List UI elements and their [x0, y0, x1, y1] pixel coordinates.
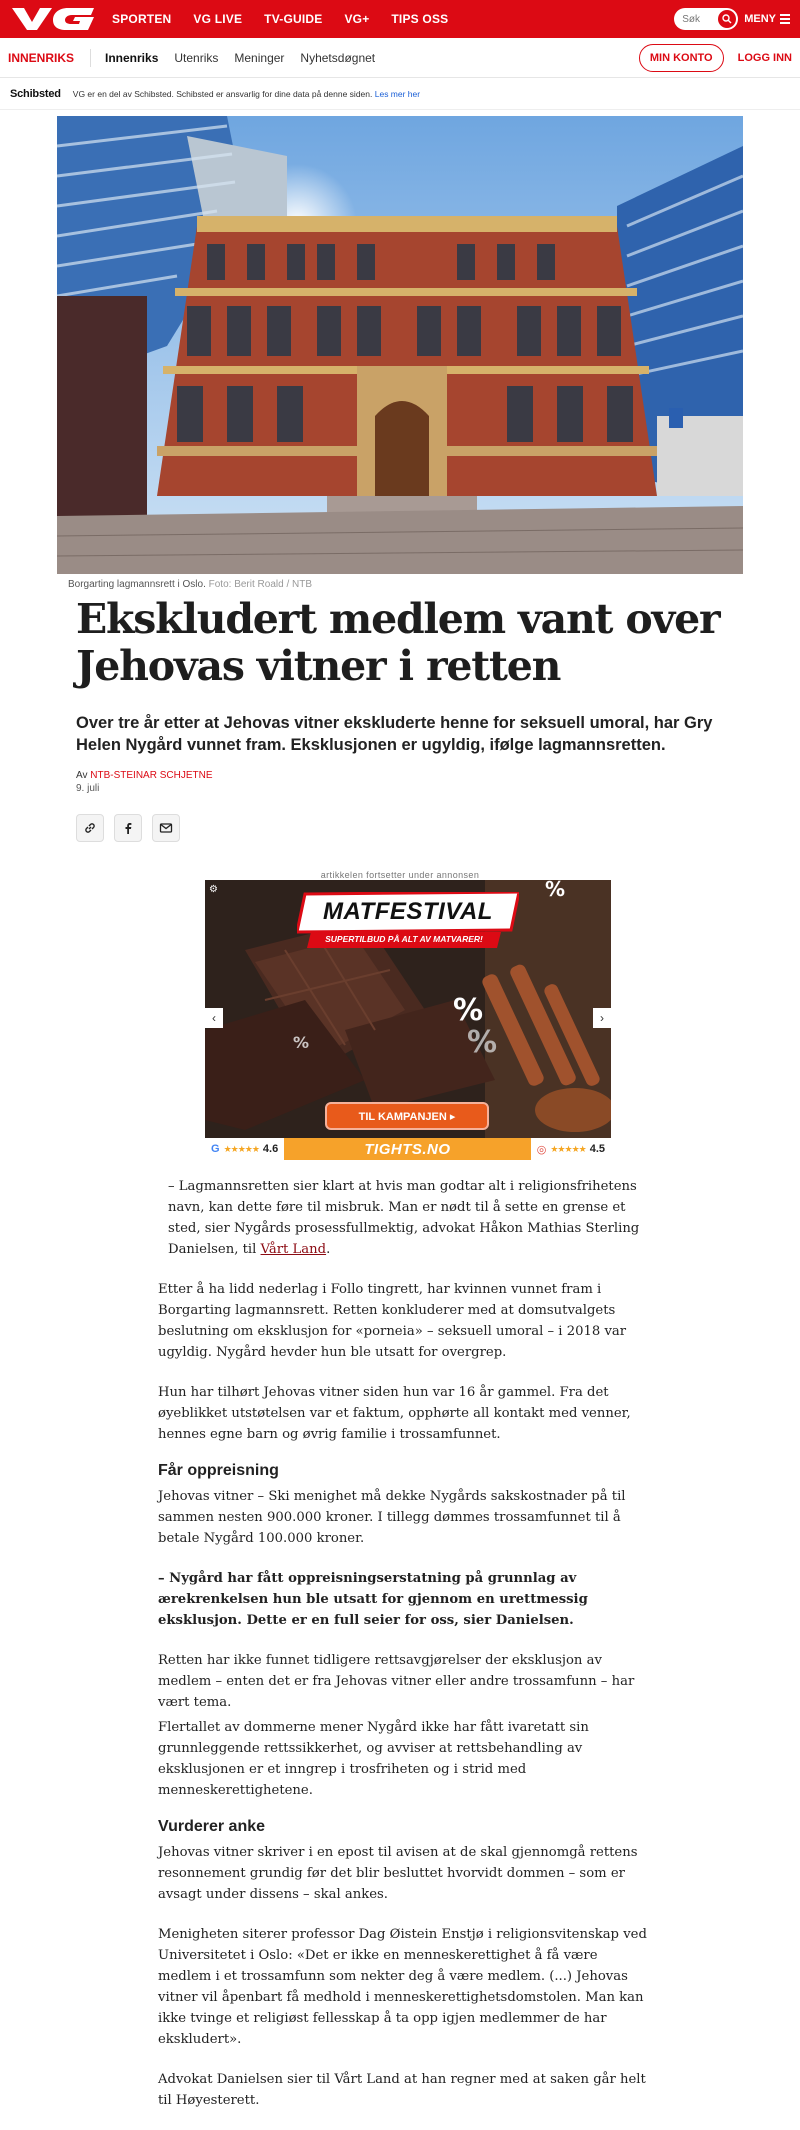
account-area — [639, 44, 792, 72]
search-button[interactable] — [718, 10, 736, 28]
nav-sporten[interactable]: SPORTEN — [112, 12, 172, 26]
article-title: Ekskludert medlem vant over Jehovas vitner i retten — [76, 595, 720, 690]
ad-banner — [297, 892, 519, 948]
svg-text:%: % — [467, 1025, 498, 1060]
ad-rating-trustpilot — [531, 1138, 611, 1160]
paragraph: Jehovas vitner – Ski menighet må dekke Nygårds sakskostnader på til sammen nesten 900.000 kroner. I tillegg dømmes trossamfunnet til å betale Nygård 100.000 kroner. — [158, 1489, 626, 1546]
subheading: Vurderer anke — [158, 1818, 266, 1835]
stars-icon: ★★★★★ — [223, 1143, 259, 1154]
ad-title: MATFESTIVAL — [323, 898, 493, 925]
svg-text:%: % — [453, 993, 484, 1028]
paragraph: Hun har tilhørt Jehovas vitner siden hun var 16 år gammel. Fra det øyeblikket utstøtelsen var et faktum, opphørte all kontakt med venner, hennes egne barn og øvrig familie i trossamfunnet. — [158, 1385, 631, 1442]
email-share-button[interactable] — [152, 814, 180, 842]
ad-footer — [205, 1138, 611, 1160]
paragraph-quote: – Nygård har fått oppreisningserstatning på grunnlag av ærekrenkelsen hun ble utsatt for gjennom en urettmessig eksklusjon. Dette er en full seier for oss, sier Danielsen. — [158, 1571, 588, 1628]
author-link[interactable]: NTB-STEINAR SCHJETNE — [90, 770, 213, 781]
paragraph: Retten har ikke funnet tidligere rettsavgjørelser der eksklusjon av medlem – enten det er fra Jehovas vitner eller andre trossamfunn – har vært tema. — [158, 1653, 635, 1710]
menu-button[interactable] — [744, 13, 790, 25]
schibsted-logo: Schibsted — [10, 87, 61, 100]
rating-left-value: 4.6 — [262, 1143, 279, 1155]
search-icon — [722, 14, 732, 24]
vg-logo-icon — [10, 6, 98, 32]
facebook-share-button[interactable] — [114, 814, 142, 842]
schibsted-notice-text: VG er en del av Schibsted. Schibsted er ansvarlig for dine data på denne siden. — [72, 88, 373, 99]
top-right-tools — [674, 8, 790, 30]
ad-site-name: TIGHTS.NO — [364, 1140, 451, 1158]
photo-credit: Foto: Berit Roald / NTB — [208, 579, 312, 590]
ad-rating-google — [205, 1138, 284, 1160]
vg-logo[interactable] — [10, 6, 98, 32]
top-nav-bar — [0, 0, 800, 38]
schibsted-text — [73, 89, 420, 99]
nav-tips-oss[interactable]: TIPS OSS — [391, 12, 449, 26]
section-links — [105, 51, 375, 65]
paragraph: Menigheten siterer professor Dag Øistein Enstjø i religionsvitenskap ved Universitetet i Oslo: «Det er ikke en menneskerettighet å få være medlem i et trossamfunn som nekter deg å være medlem. (...) Jehovas vitner vil åpenbart få medhold i menneskerettighetsdomstolen. Man kan ikke tvinge et religiøst fellesskap å ta opp igjen medlemmer de har ekskludert». — [158, 1927, 647, 2047]
login-link[interactable]: LOGG INN — [737, 51, 792, 64]
ad-label: artikkelen fortsetter under annonsen — [320, 870, 480, 880]
paragraph — [158, 1176, 650, 1260]
paragraph-text: – Lagmannsretten sier klart at hvis man godtar alt i religionsfrihetens navn, kan dette føre til misbruk. Man er nødt til å sette en grense et sted, sier Nygårds prosessfullmektig, advokat Håkon Mathias Sterling Danielsen, til — [168, 1179, 640, 1257]
copy-link-button[interactable] — [76, 814, 104, 842]
subheading: Får oppreisning — [158, 1462, 279, 1479]
section-link-utenriks[interactable]: Utenriks — [174, 50, 219, 65]
share-buttons — [76, 814, 756, 842]
ad-cta-button[interactable]: TIL KAMPANJEN ▸ — [325, 1102, 489, 1130]
byline-prefix: Av — [76, 770, 88, 781]
nav-vg-plus[interactable]: VG+ — [344, 12, 370, 26]
courthouse-photo — [57, 116, 743, 574]
hamburger-icon — [780, 14, 790, 24]
byline — [76, 770, 756, 781]
advertisement[interactable] — [205, 880, 611, 1160]
rating-right-value: 4.5 — [589, 1143, 605, 1155]
caption-text: Borgarting lagmannsrett i Oslo. — [68, 579, 206, 590]
hero-caption — [68, 579, 312, 590]
ad-prev-button[interactable]: ‹ — [205, 1008, 223, 1028]
article-body — [158, 1176, 650, 2130]
section-nav — [0, 38, 800, 78]
publish-date: 9. juli — [76, 783, 100, 794]
link-icon — [83, 821, 97, 835]
svg-text:%: % — [293, 1033, 310, 1052]
paragraph: Jehovas vitner skriver i en epost til avisen at de skal gjennomgå rettens resonnement grundig før det blir besluttet hvorvidt dommen – som er avsagt under dissens – skal ankes. — [158, 1845, 638, 1902]
section-link-meninger[interactable]: Meninger — [234, 50, 285, 65]
nav-vg-live[interactable]: VG LIVE — [193, 12, 243, 26]
svg-text:%: % — [545, 880, 566, 901]
nav-tv-guide[interactable]: TV-GUIDE — [264, 12, 323, 26]
article-header — [76, 596, 756, 842]
ad-settings-icon[interactable]: ⚙ — [209, 884, 218, 895]
schibsted-read-more-link[interactable]: Les mer her — [374, 88, 421, 99]
stars-icon: ★★★★★ — [550, 1143, 586, 1154]
paragraph: Advokat Danielsen sier til Vårt Land at han regner med at saken går helt til Høyesterett. — [158, 2072, 646, 2108]
article-lead: Over tre år etter at Jehovas vitner ekskluderte henne for seksuell umoral, har Gry Helen Nygård vunnet fram. Eksklusjonen er ugyldig, ifølge lagmannsretten. — [76, 714, 713, 754]
menu-label: MENY — [744, 13, 776, 25]
vart-land-link[interactable]: Vårt Land — [260, 1242, 327, 1257]
top-nav — [112, 12, 448, 26]
trust-icon: ◎ — [536, 1143, 547, 1156]
section-link-innenriks[interactable]: Innenriks — [105, 50, 159, 65]
section-link-nyhetsdognet[interactable]: Nyhetsdøgnet — [300, 50, 376, 65]
google-icon: G — [211, 1143, 220, 1155]
ad-subtitle: SUPERTILBUD PÅ ALT AV MATVARER! — [325, 934, 483, 944]
mail-icon — [159, 821, 173, 835]
my-account-button[interactable]: MIN KONTO — [639, 44, 724, 72]
paragraph: Etter å ha lidd nederlag i Follo tingrett, har kvinnen vunnet fram i Borgarting lagmannsrett. Retten konkluderer med at domsutvalgets beslutning om eksklusjon for «porneia» – seksuell umoral – i 2018 var ugyldig. Nygård hevder hun ble utsatt for overgrep. — [158, 1282, 627, 1360]
hero-image — [57, 116, 743, 574]
search-input[interactable] — [674, 8, 738, 30]
section-name[interactable]: INNENRIKS — [8, 49, 91, 67]
schibsted-notice — [0, 78, 800, 110]
paragraph: Flertallet av dommerne mener Nygård ikke har fått ivaretatt sin grunnleggende rettssikkerhet, og avviser at rettsbehandling av eksklusjonen er et inngrep i trosfriheten og i strid med menneskerettighetene. — [158, 1720, 589, 1798]
ad-next-button[interactable]: › — [593, 1008, 611, 1028]
facebook-icon — [121, 821, 135, 835]
paragraph-text: . — [326, 1242, 331, 1257]
search-placeholder: Søk — [682, 13, 700, 25]
